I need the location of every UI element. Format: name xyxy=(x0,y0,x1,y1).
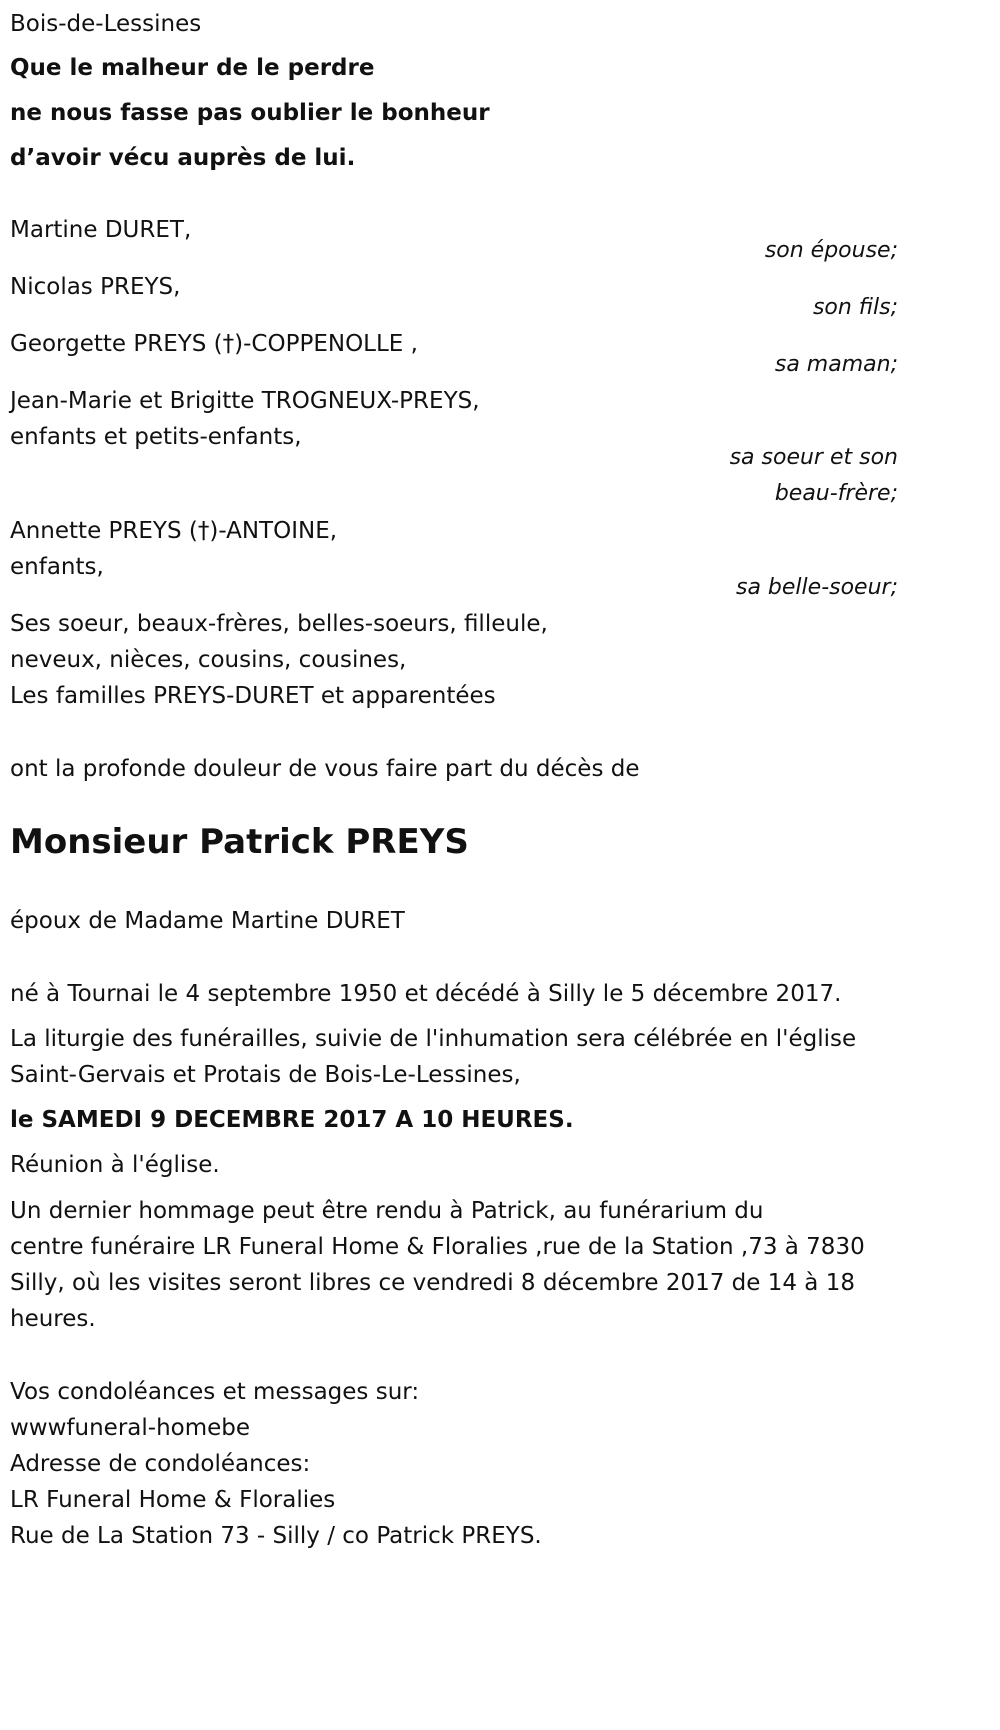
family-name-2: Nicolas PREYS, xyxy=(10,274,181,300)
family-name-5b: enfants, xyxy=(10,554,104,580)
liturgy-line-2: Saint-Gervais et Protais de Bois-Le-Lessines, xyxy=(10,1062,521,1088)
liturgy-line-1: La liturgie des funérailles, suivie de l'inhumation sera célébrée en l'église xyxy=(10,1026,857,1052)
homage-line-4: heures. xyxy=(10,1306,96,1332)
family-relation-4b: beau-frère; xyxy=(774,481,898,506)
family-relation-5: sa belle-soeur; xyxy=(736,575,898,600)
announcement: ont la profonde douleur de vous faire part du décès de xyxy=(10,756,640,782)
ceremony-date: le SAMEDI 9 DECEMBRE 2017 A 10 HEURES. xyxy=(10,1107,574,1133)
family-name-1: Martine DURET, xyxy=(10,217,192,243)
others-line-2: neveux, nièces, cousins, cousines, xyxy=(10,647,407,673)
family-name-4a: Jean-Marie et Brigitte TROGNEUX-PREYS, xyxy=(10,388,480,414)
deceased-name: Monsieur Patrick PREYS xyxy=(10,822,469,862)
quote-line-2: ne nous fasse pas oublier le bonheur xyxy=(10,100,490,126)
family-relation-2: son fils; xyxy=(812,295,898,320)
family-name-4b: enfants et petits-enfants, xyxy=(10,424,302,450)
family-relation-1: son épouse; xyxy=(764,238,898,263)
homage-line-2: centre funéraire LR Funeral Home & Floralies ,rue de la Station ,73 à 7830 xyxy=(10,1234,865,1260)
condolences-line-5: Rue de La Station 73 - Silly / co Patrick PREYS. xyxy=(10,1523,542,1549)
condolences-website: wwwfuneral-homebe xyxy=(10,1415,251,1441)
family-name-3: Georgette PREYS (†)-COPPENOLLE , xyxy=(10,331,418,357)
condolences-line-4: LR Funeral Home & Floralies xyxy=(10,1487,336,1513)
homage-line-3: Silly, où les visites seront libres ce vendredi 8 décembre 2017 de 14 à 18 xyxy=(10,1270,855,1296)
quote-line-3: d’avoir vécu auprès de lui. xyxy=(10,145,356,171)
condolences-line-3: Adresse de condoléances: xyxy=(10,1451,311,1477)
family-relation-3: sa maman; xyxy=(774,352,898,377)
birth-death: né à Tournai le 4 septembre 1950 et décédé à Silly le 5 décembre 2017. xyxy=(10,981,842,1007)
homage-line-1: Un dernier hommage peut être rendu à Patrick, au funérarium du xyxy=(10,1198,764,1224)
family-relation-4a: sa soeur et son xyxy=(729,445,898,470)
family-name-5a: Annette PREYS (†)-ANTOINE, xyxy=(10,518,338,544)
meeting-line: Réunion à l'église. xyxy=(10,1152,220,1178)
condolences-line-1: Vos condoléances et messages sur: xyxy=(10,1379,420,1405)
others-line-1: Ses soeur, beaux-frères, belles-soeurs, filleule, xyxy=(10,611,548,637)
others-line-3: Les familles PREYS-DURET et apparentées xyxy=(10,683,496,709)
spouse-line: époux de Madame Martine DURET xyxy=(10,908,405,934)
quote-line-1: Que le malheur de le perdre xyxy=(10,55,375,81)
location: Bois-de-Lessines xyxy=(10,11,202,37)
